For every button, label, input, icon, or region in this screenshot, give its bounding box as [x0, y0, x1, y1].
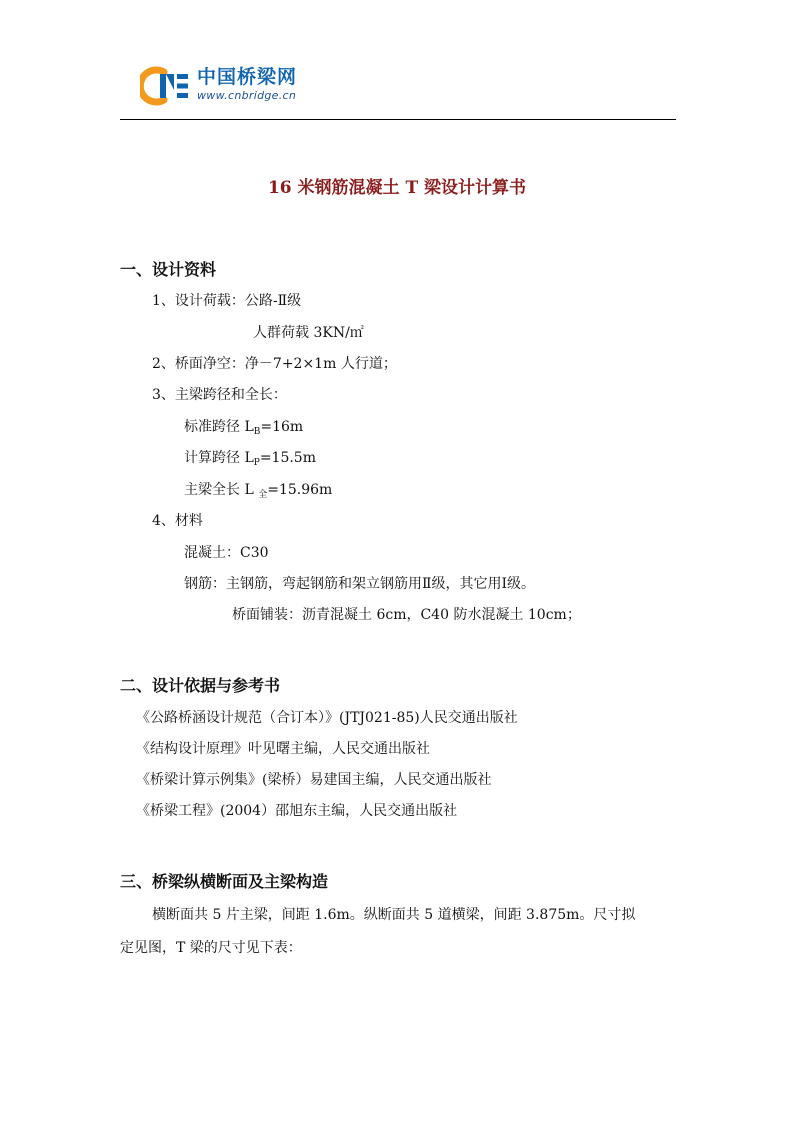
logo-site-name: 中国桥梁网 — [197, 66, 298, 88]
full-length-value: =15.96m — [267, 482, 333, 498]
design-load: 1、设计荷载：公路-Ⅱ级 — [152, 293, 302, 309]
rebar-grade: 钢筋：主钢筋，弯起钢筋和架立钢筋用Ⅱ级，其它用Ⅰ级。 — [184, 576, 536, 592]
reference-item: 《结构设计原理》叶见曙主编，人民交通出版社 — [136, 741, 430, 757]
calculated-span — [184, 449, 316, 472]
logo-text — [197, 66, 297, 102]
standard-span-value: =16m — [260, 419, 304, 435]
deck-clearance: 2、桥面净空：净－7+2×1m 人行道； — [152, 356, 397, 372]
document-title: 16 米钢筋混凝土 T 梁设计计算书 — [267, 178, 527, 198]
calculated-span-label: 计算跨径 L — [184, 450, 254, 466]
calculated-span-value: =15.5m — [259, 450, 316, 466]
section2-heading: 二、设计依据与参考书 — [120, 676, 281, 695]
logo-url: www.cnbridge.cn — [197, 89, 297, 102]
crowd-load: 人群荷载 3KN/㎡ — [253, 325, 364, 341]
section3-paragraph-line1: 横断面共 5 片主梁，间距 1.6m。纵断面共 5 道横梁，间距 3.875m。尺寸拟 — [152, 907, 636, 923]
materials-heading: 4、材料 — [152, 513, 203, 529]
section3-paragraph-line2: 定见图，T 梁的尺寸见下表： — [120, 940, 302, 956]
reference-item: 《公路桥涵设计规范（合订本）》(JTJ021-85)人民交通出版社 — [136, 710, 518, 726]
section3-heading: 三、桥梁纵横断面及主梁构造 — [120, 872, 329, 891]
full-length-subscript: 全 — [258, 490, 268, 500]
standard-span — [184, 418, 303, 441]
concrete-grade: 混凝土：C30 — [184, 545, 269, 561]
reference-item: 《桥梁工程》(2004）邵旭东主编，人民交通出版社 — [136, 803, 458, 819]
reference-item: 《桥梁计算示例集》(梁桥）易建国主编，人民交通出版社 — [136, 772, 492, 788]
standard-span-label: 标准跨径 L — [184, 419, 254, 435]
cnbridge-logo-icon — [140, 66, 192, 106]
span-heading: 3、主梁跨径和全长： — [152, 387, 287, 403]
deck-paving: 桥面铺装：沥青混凝土 6cm，C40 防水混凝土 10cm； — [232, 607, 581, 623]
header-divider — [120, 119, 676, 120]
full-length-label: 主梁全长 L — [184, 482, 259, 498]
section1-heading: 一、设计资料 — [120, 260, 217, 279]
page-header — [0, 0, 794, 125]
standard-span-subscript: B — [253, 427, 261, 437]
full-length — [184, 481, 332, 504]
calculated-span-subscript: P — [253, 458, 260, 468]
